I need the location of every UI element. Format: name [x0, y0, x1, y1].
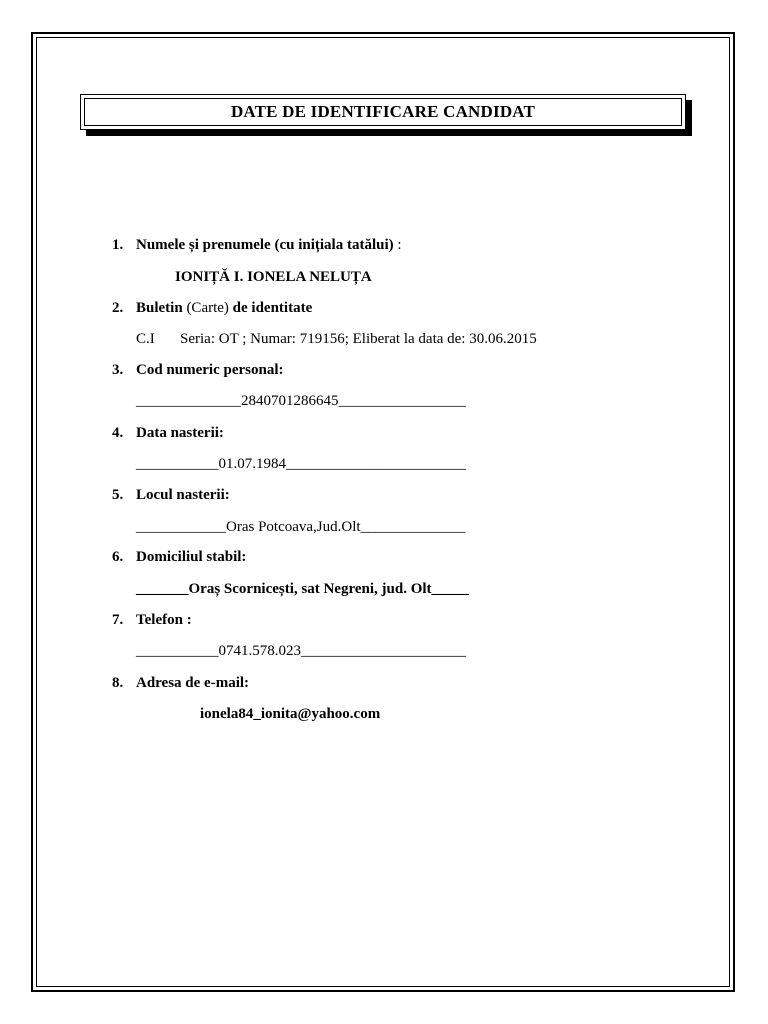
- item-number-3: 3.: [112, 362, 124, 378]
- item-label-7: Telefon :: [136, 612, 192, 628]
- item-label-2: Buletin (Carte) de identitate: [136, 300, 313, 316]
- item-value-2: Seria: OT ; Numar: 719156; Eliberat la data de: 30.06.2015: [180, 331, 537, 347]
- item-value-7: ___________0741.578.023______________________: [136, 643, 466, 659]
- item-value-8: ionela84_ionita@yahoo.com: [200, 706, 381, 722]
- item-label-3: Cod numeric personal:: [136, 362, 284, 378]
- item-number-5: 5.: [112, 487, 124, 503]
- item-label-1: Numele și prenumele (cu inițiala tatălui) :: [136, 237, 402, 253]
- item-value-3: ______________2840701286645_________________: [136, 393, 466, 409]
- item-label-8: Adresa de e-mail:: [136, 675, 250, 691]
- page-border-inner: [36, 37, 730, 987]
- page-title: DATE DE IDENTIFICARE CANDIDAT: [84, 98, 682, 126]
- item-number-2: 2.: [112, 300, 124, 316]
- item-value-prefix-2: C.I: [136, 331, 155, 347]
- item-number-4: 4.: [112, 425, 124, 441]
- item-number-7: 7.: [112, 612, 124, 628]
- item-value-4: ___________01.07.1984________________________: [136, 456, 466, 472]
- item-label-6: Domiciliul stabil:: [136, 549, 247, 565]
- item-label-4: Data nasterii:: [136, 425, 224, 441]
- item-value-6: _______Oraș Scornicești, sat Negreni, jud. Olt_____: [136, 581, 470, 597]
- item-number-8: 8.: [112, 675, 124, 691]
- item-number-6: 6.: [112, 549, 124, 565]
- item-value-1: IONIȚĂ I. IONELA NELUȚA: [175, 269, 372, 285]
- title-box: [80, 94, 686, 130]
- item-label-5: Locul nasterii:: [136, 487, 230, 503]
- item-number-1: 1.: [112, 237, 124, 253]
- item-value-5: ____________Oras Potcoava,Jud.Olt______________: [136, 519, 466, 535]
